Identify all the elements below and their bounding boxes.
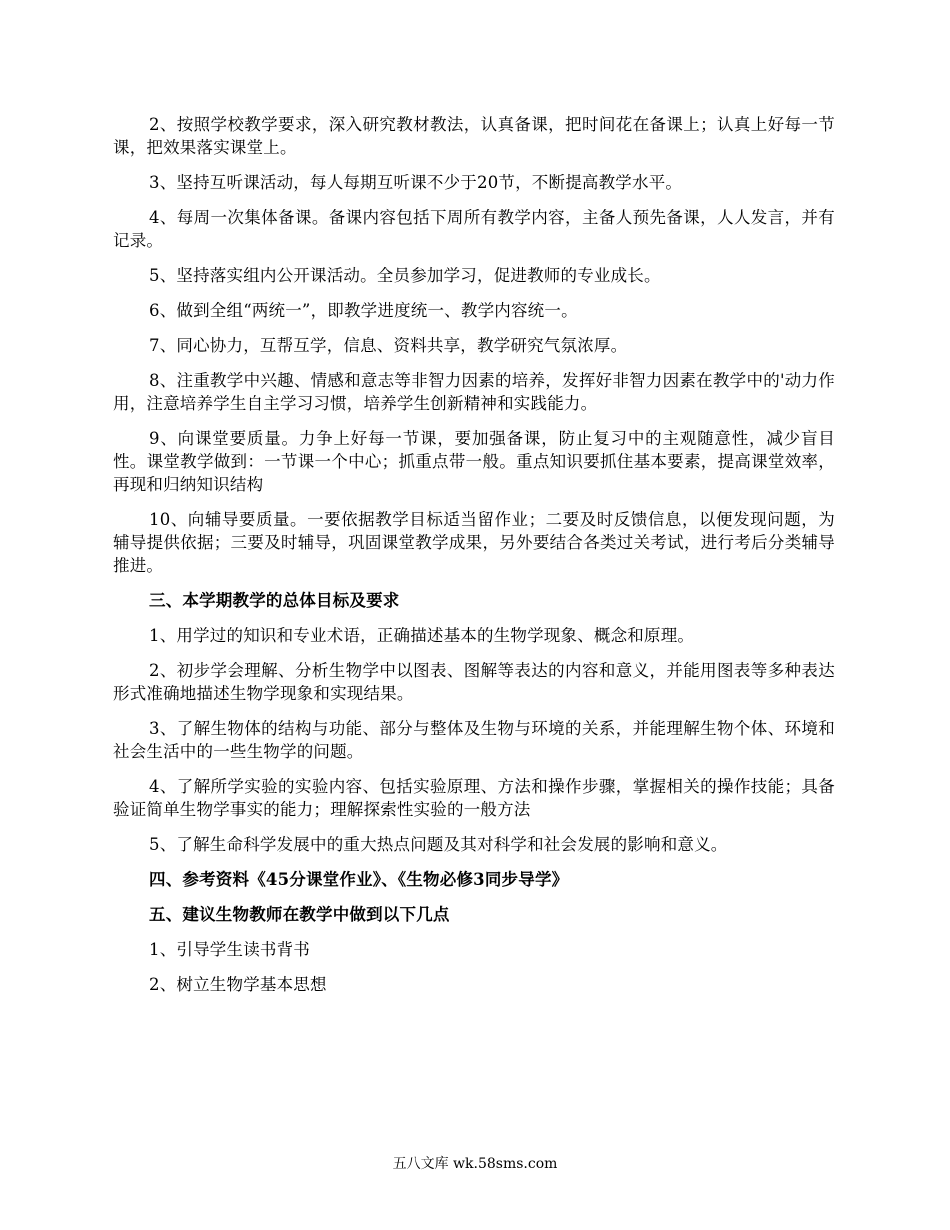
paragraph: 10、向辅导要质量。一要依据教学目标适当留作业；二要及时反馈信息，以便发现问题，为辅导提供依据；三要及时辅导，巩固课堂教学成果，另外要结合各类过关考试，进行考后分类辅导推进。 [113, 510, 835, 575]
paragraph: 4、每周一次集体备课。备课内容包括下周所有教学内容，主备人预先备课，人人发言，并有记录。 [113, 208, 835, 250]
document-body [113, 113, 835, 1008]
paragraph: 5、了解生命科学发展中的重大热点问题及其对科学和社会发展的影响和意义。 [149, 835, 728, 854]
paragraph: 6、做到全组“两统一”，即教学进度统一、教学内容统一。 [149, 301, 578, 320]
paragraph: 2、树立生物学基本思想 [149, 975, 327, 994]
paragraph: 1、引导学生读书背书 [149, 940, 310, 959]
section-heading: 三、本学期教学的总体目标及要求 [149, 591, 400, 610]
paragraph: 5、坚持落实组内公开课活动。全员参加学习，促进教师的专业成长。 [149, 266, 661, 285]
paragraph: 3、了解生物体的结构与功能、部分与整体及生物与环境的关系，并能理解生物个体、环境和社会生活中的一些生物学的问题。 [113, 719, 835, 761]
section-heading: 四、参考资料《45分课堂作业》、《生物必修3同步导学》 [149, 870, 569, 889]
paragraph: 3、坚持互听课活动，每人每期互听课不少于20节，不断提高教学水平。 [149, 173, 683, 192]
paragraph: 8、注重教学中兴趣、情感和意志等非智力因素的培养，发挥好非智力因素在教学中的'动力作用，注意培养学生自主学习习惯，培养学生创新精神和实践能力。 [113, 371, 835, 413]
paragraph: 1、用学过的知识和专业术语，正确描述基本的生物学现象、概念和原理。 [149, 626, 695, 645]
paragraph: 4、了解所学实验的实验内容、包括实验原理、方法和操作步骤，掌握相关的操作技能；具备验证简单生物学事实的能力；理解探索性实验的一般方法 [113, 777, 835, 819]
paragraph: 9、向课堂要质量。力争上好每一节课，要加强备课，防止复习中的主观随意性，减少盲目性。课堂教学做到：一节课一个中心；抓重点带一般。重点知识要抓住基本要素，提高课堂效率，再现和归纳知识结构 [113, 429, 835, 494]
paragraph: 2、初步学会理解、分析生物学中以图表、图解等表达的内容和意义，并能用图表等多种表达形式准确地描述生物学现象和实现结果。 [113, 661, 835, 703]
paragraph: 7、同心协力，互帮互学，信息、资料共享，教学研究气氛浓厚。 [149, 336, 628, 355]
section-heading: 五、建议生物教师在教学中做到以下几点 [149, 905, 450, 924]
paragraph: 2、按照学校教学要求，深入研究教材教法，认真备课，把时间花在备课上；认真上好每一节课，把效果落实课堂上。 [113, 115, 835, 157]
page-footer: 五八文库 wk.58sms.com [392, 1156, 558, 1172]
